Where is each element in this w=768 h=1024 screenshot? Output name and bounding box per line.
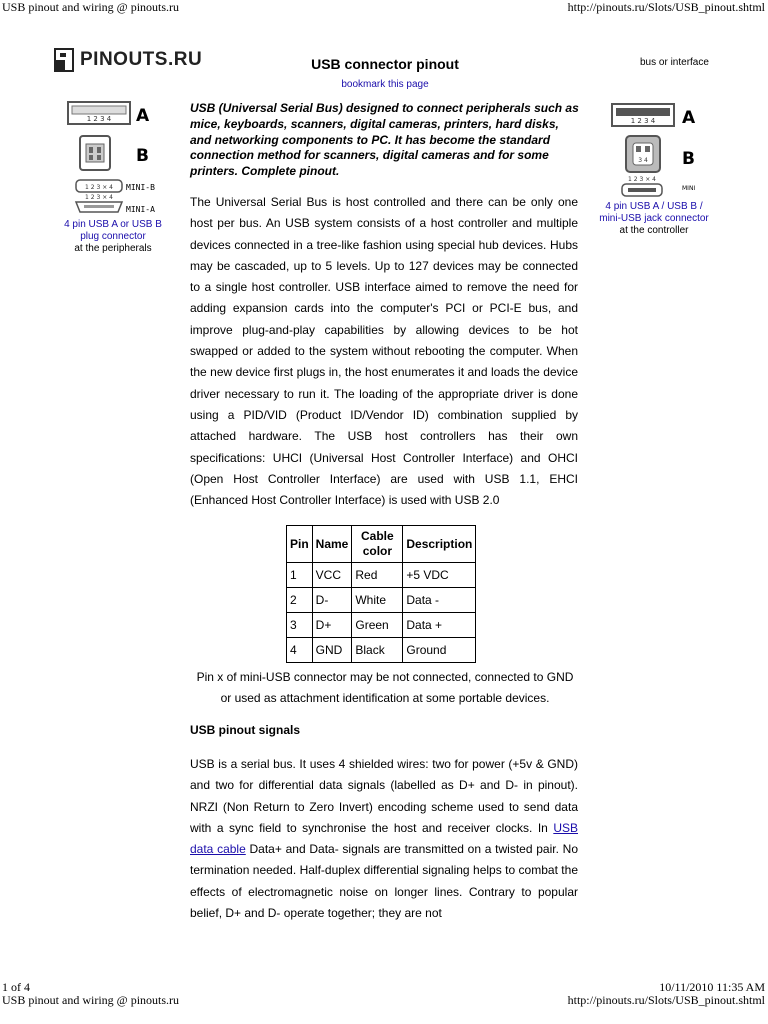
plug-b-label: B xyxy=(136,146,149,166)
jack-connector-caption-text: at the controller xyxy=(619,225,689,236)
body-paragraph-2 xyxy=(190,754,578,924)
print-header-title: USB pinout and wiring @ pinouts.ru xyxy=(2,0,180,14)
jack-b-label: B xyxy=(682,149,695,169)
jack-connector-figure xyxy=(606,98,706,202)
plug-connector-figure xyxy=(62,98,166,218)
table-header-cell: Description xyxy=(403,526,476,563)
usb-jack-drawing xyxy=(606,98,706,202)
intro-paragraph: USB (Universal Serial Bus) designed to connect peripherals such as mice, keyboards, scanners, digital cameras, printers, hard disks, and networking components to PC. It has become the standard connection method for scanners, digital cameras and for some printers. Complete pinout. xyxy=(190,101,579,179)
page-title: USB connector pinout xyxy=(311,56,459,72)
print-footer-page: 1 of 4 xyxy=(2,980,30,994)
jack-connector-caption xyxy=(596,201,712,237)
table-cell: GND xyxy=(312,638,352,663)
table-row xyxy=(287,588,476,613)
plug-minia-pins-label: 1 2 3 × 4 xyxy=(85,194,113,201)
print-footer-title: USB pinout and wiring @ pinouts.ru xyxy=(2,993,180,1007)
table-row xyxy=(287,638,476,663)
paragraph-2-text-cont: Data+ and Data- signals are transmitted on a twisted pair. No termination needed. Half-duplex differential signaling helps to combat the effects of electromagnetic noise on longer lines. Contrary to popular belief, D+ and D- operate together; they are not xyxy=(190,842,578,921)
logo-text: PINOUTS.RU xyxy=(80,49,203,70)
jack-mini-label: MINI xyxy=(682,185,696,192)
bus-interface-link[interactable]: bus or interface xyxy=(640,57,709,68)
plug-connector-caption xyxy=(58,219,168,255)
paragraph-2-text: USB is a serial bus. It uses 4 shielded wires: two for power (+5v & GND) and two for differential data signals (labelled as D+ and D- in pinout). NRZI (Non Return to Zero Invert) encoding scheme used to send data with a sync field to synchronise the host and receiver clocks. In xyxy=(190,757,578,835)
plug-minib-label: MINI-B xyxy=(126,183,155,192)
table-cell: VCC xyxy=(312,563,352,588)
table-cell: Data + xyxy=(403,613,476,638)
table-cell: 1 xyxy=(287,563,313,588)
print-header-url: http://pinouts.ru/Slots/USB_pinout.shtml xyxy=(567,0,765,14)
pin-table xyxy=(286,525,476,663)
jack-mini-pins-label: 1 2 3 × 4 xyxy=(628,176,656,183)
table-header-cell: Cable color xyxy=(352,526,403,563)
plug-connector-caption-text: at the peripherals xyxy=(74,243,152,254)
table-cell: 3 xyxy=(287,613,313,638)
table-cell: White xyxy=(352,588,403,613)
plug-a-pins-label: 1 2 3 4 xyxy=(86,115,112,123)
table-cell: Data - xyxy=(403,588,476,613)
jack-a-label: A xyxy=(682,108,696,128)
table-cell: Black xyxy=(352,638,403,663)
plug-a-label: A xyxy=(136,106,150,126)
table-row xyxy=(287,613,476,638)
jack-connector-link[interactable]: 4 pin USB A / USB B / mini-USB jack connector xyxy=(599,201,709,224)
table-header-cell: Name xyxy=(312,526,352,563)
table-cell: +5 VDC xyxy=(403,563,476,588)
plug-minia-label: MINI-A xyxy=(126,205,155,214)
table-cell: D+ xyxy=(312,613,352,638)
bookmark-link[interactable]: bookmark this page xyxy=(341,79,429,90)
table-header-cell: Pin xyxy=(287,526,313,563)
table-cell: Ground xyxy=(403,638,476,663)
usb-plug-drawing xyxy=(62,98,166,218)
body-paragraph-1: The Universal Serial Bus is host controlled and there can be only one host per bus. An USB system consists of a host controller and multiple devices connected in a tree-like fashion using special hub devices. Hubs may be cascaded, up to 5 levels. Up to 127 devices may be connected to a single host controller. USB interface aimed to remove the need for adding expansion cards into the computer's PCI or PCI-E bus, and improve plug-and-play capabilities by allowing devices to be hot swapped or added to the system without rebooting the computer. When the new device first plugs in, the host enumerates it and loads the device driver necessary to run it. The loading of the appropriate driver is done using a PID/VID (Product ID/Vendor ID) combination supplied by attached hardware. The USB host controllers has their own specifications: UHCI (Universal Host Controller Interface) and OHCI (Open Host Controller Interface) are used with USB 1.1, EHCI (Enhanced Host Controller Interface) is used with USB 2.0 xyxy=(190,195,578,508)
table-note: Pin x of mini-USB connector may be not connected, connected to GND or used as attachment identification at some portable devices. xyxy=(196,670,574,705)
table-row xyxy=(287,563,476,588)
table-cell: Green xyxy=(352,613,403,638)
usb-data-cable-link[interactable]: USB data cable xyxy=(190,820,578,857)
table-cell: 2 xyxy=(287,588,313,613)
plug-logo-icon xyxy=(54,48,74,72)
plug-minib-pins-label: 1 2 3 × 4 xyxy=(85,184,113,191)
table-header-row xyxy=(287,526,476,563)
jack-b-pins-label: 3 4 xyxy=(638,157,648,164)
jack-a-pins-label: 1 2 3 4 xyxy=(630,117,656,125)
print-footer-datetime: 10/11/2010 11:35 AM xyxy=(659,980,765,994)
section-heading: USB pinout signals xyxy=(190,723,301,737)
table-cell: Red xyxy=(352,563,403,588)
print-footer-url: http://pinouts.ru/Slots/USB_pinout.shtml xyxy=(567,993,765,1007)
plug-connector-link[interactable]: 4 pin USB A or USB B plug connector xyxy=(64,219,162,242)
site-logo[interactable] xyxy=(54,48,202,72)
table-cell: D- xyxy=(312,588,352,613)
table-cell: 4 xyxy=(287,638,313,663)
